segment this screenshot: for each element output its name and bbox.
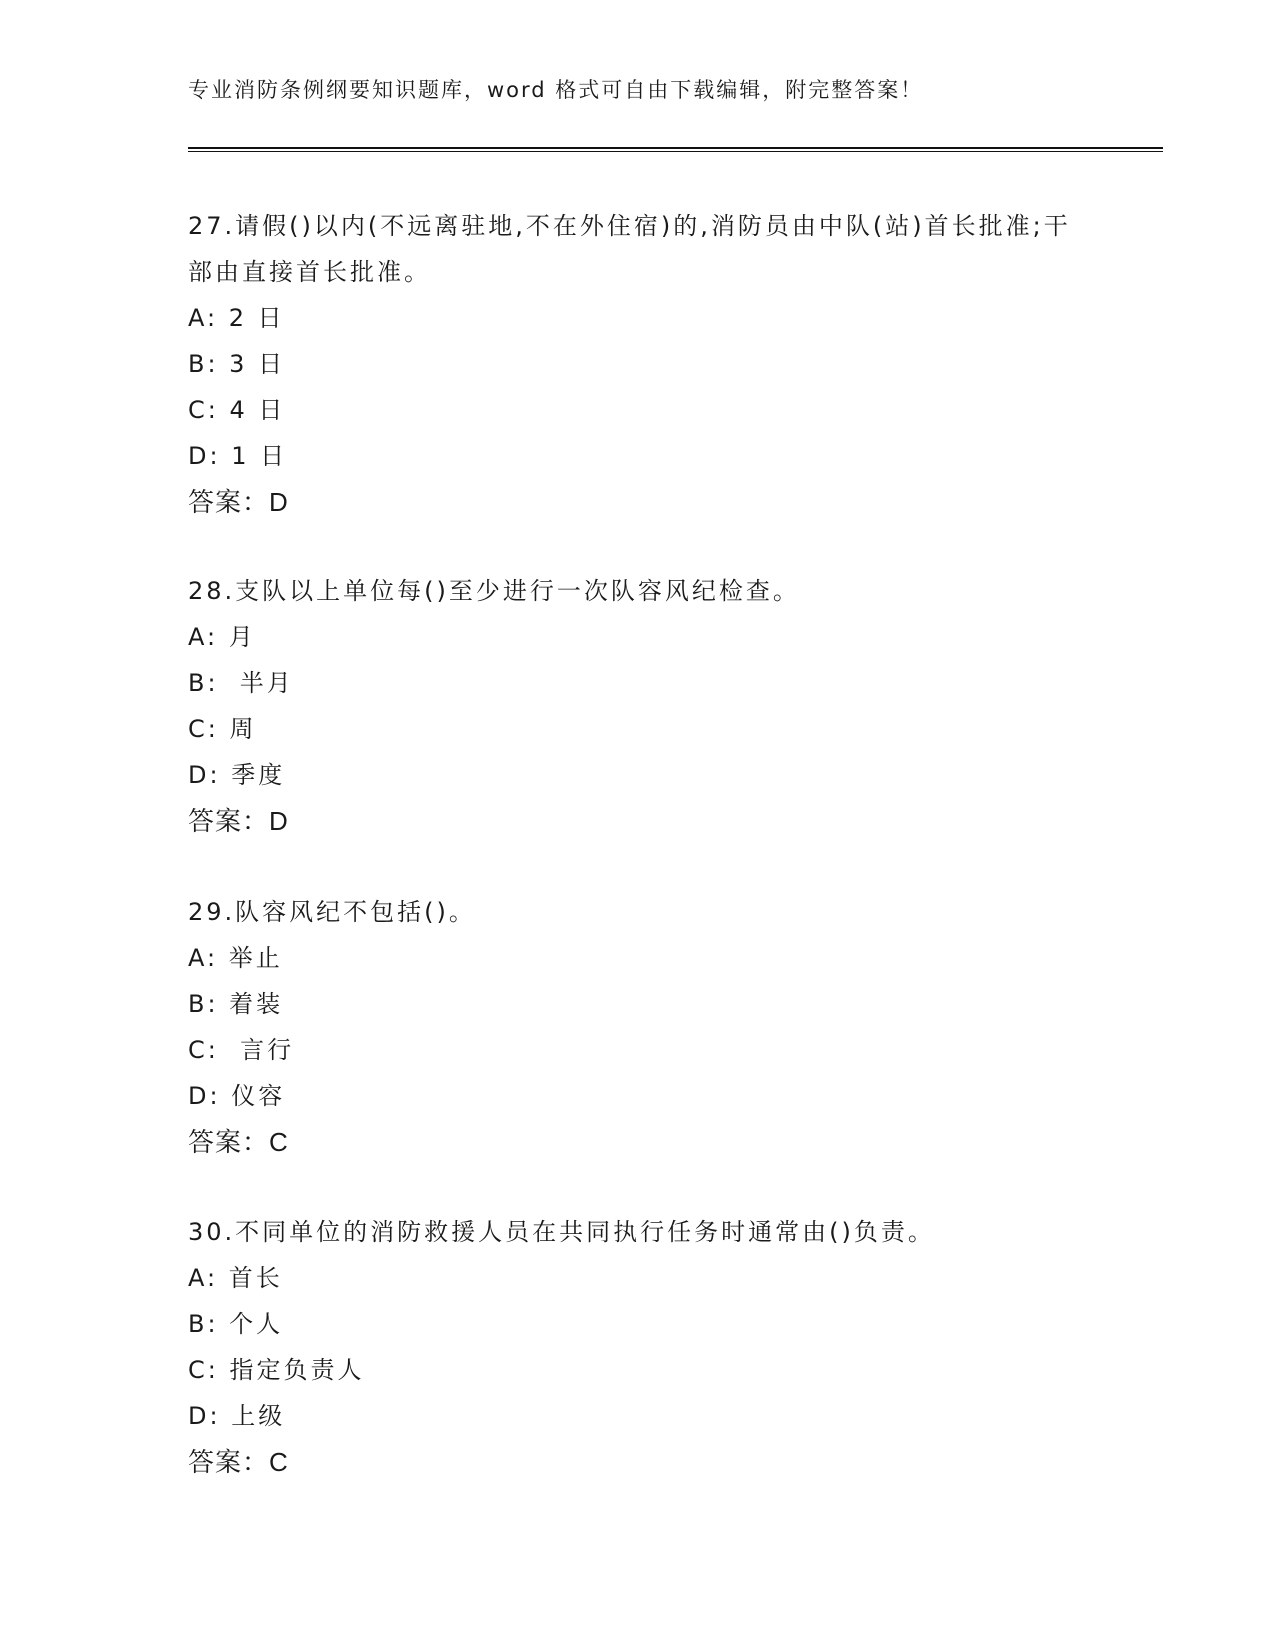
question-28	[188, 568, 1088, 844]
option-c: C: 4 日	[188, 396, 286, 424]
option-b: B: 着装	[188, 990, 284, 1018]
option-b: B: 3 日	[188, 350, 286, 378]
option-a: A: 首长	[188, 1264, 283, 1292]
question-27	[188, 203, 1088, 525]
option-a: A: 举止	[188, 944, 283, 972]
question-29	[188, 889, 1088, 1165]
question-stem: 27.请假()以内(不远离驻地,不在外住宿)的,消防员由中队(站)首长批准;干部由直接首长批准。	[188, 212, 1071, 286]
option-c: C: 言行	[188, 1036, 295, 1064]
option-a: A: 月	[188, 623, 256, 651]
option-b: B: 个人	[188, 1310, 284, 1338]
option-c: C: 周	[188, 715, 257, 743]
question-stem: 30.不同单位的消防救援人员在共同执行任务时通常由()负责。	[188, 1218, 935, 1246]
answer: 答案：D	[188, 806, 289, 836]
option-a: A: 2 日	[188, 304, 285, 332]
option-d: D: 季度	[188, 761, 286, 789]
question-stem: 28.支队以上单位每()至少进行一次队容风纪检查。	[188, 577, 800, 605]
question-stem: 29.队容风纪不包括()。	[188, 898, 476, 926]
option-d: D: 1 日	[188, 442, 288, 470]
answer: 答案：C	[188, 1447, 289, 1477]
option-b: B: 半月	[188, 669, 294, 697]
answer: 答案：C	[188, 1127, 289, 1157]
answer: 答案：D	[188, 487, 289, 517]
option-d: D: 上级	[188, 1402, 286, 1430]
question-30	[188, 1209, 1088, 1485]
header-divider	[188, 147, 1163, 152]
option-c: C: 指定负责人	[188, 1356, 365, 1384]
header-note: 专业消防条例纲要知识题库，word 格式可自由下载编辑，附完整答案！	[188, 78, 924, 102]
option-d: D: 仪容	[188, 1082, 286, 1110]
